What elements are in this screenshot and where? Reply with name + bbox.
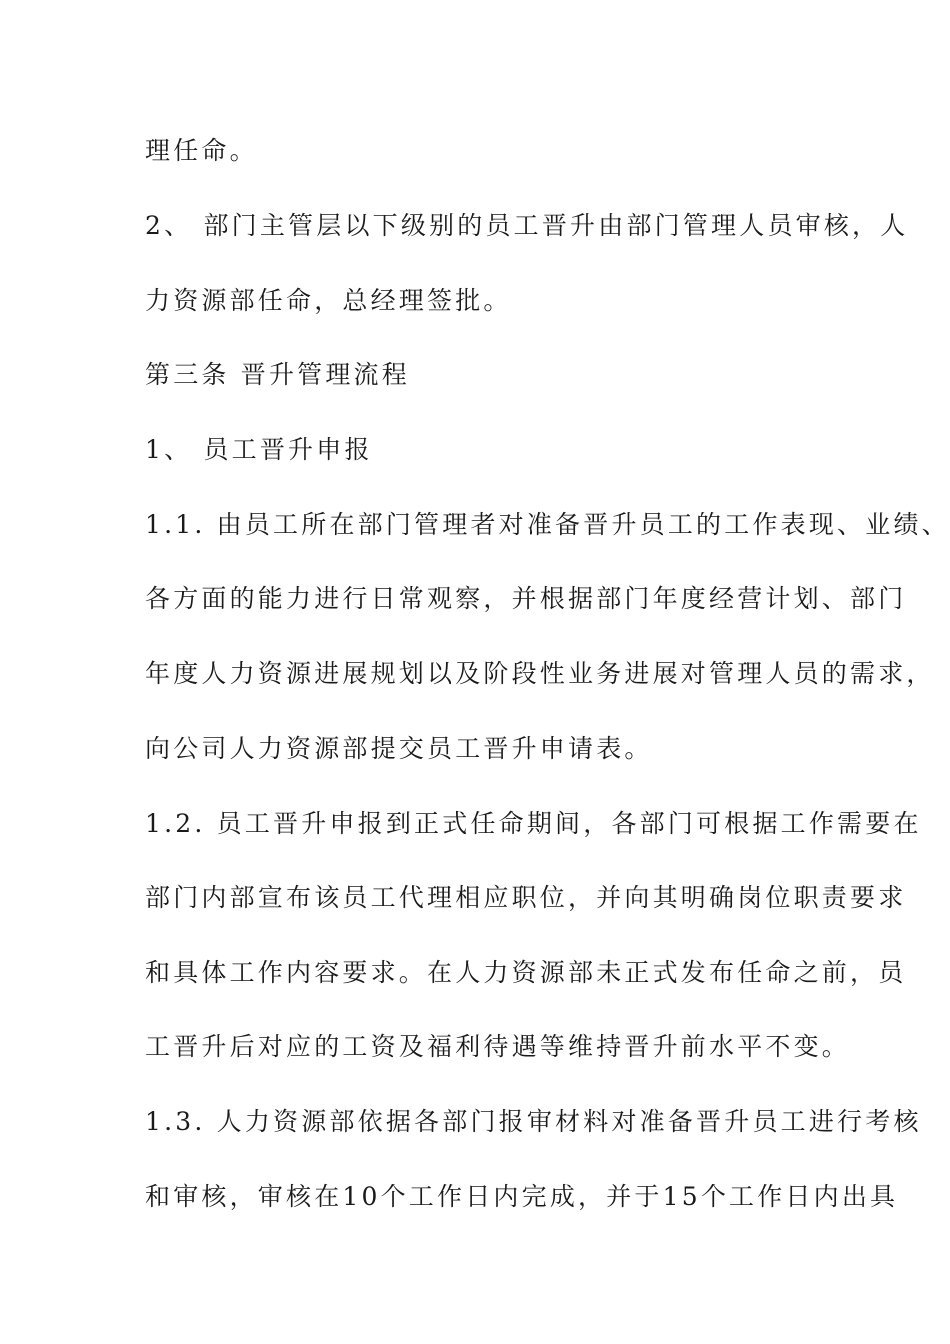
text-line: 部门内部宣布该员工代理相应职位，并向其明确岗位职责要求: [145, 883, 907, 912]
text-line: 向公司人力资源部提交员工晋升申请表。: [145, 734, 653, 763]
text-line: 2、 部门主管层以下级别的员工晋升由部门管理人员审核，人: [145, 211, 909, 240]
text-line: 1.3. 人力资源部依据各部门报审材料对准备晋升员工进行考核: [145, 1107, 922, 1136]
text-line: 和具体工作内容要求。在人力资源部未正式发布任命之前，员: [145, 958, 907, 987]
text-line: 各方面的能力进行日常观察，并根据部门年度经营计划、部门: [145, 584, 907, 613]
subsection-heading: 1、 员工晋升申报: [145, 435, 373, 464]
text-line: 工晋升后对应的工资及福利待遇等维持晋升前水平不变。: [145, 1032, 851, 1061]
text-line: 力资源部任命，总经理签批。: [145, 286, 512, 315]
section-heading: 第三条 晋升管理流程: [145, 360, 410, 389]
text-line: 理任命。: [145, 136, 258, 165]
text-line: 年度人力资源进展规划以及阶段性业务进展对管理人员的需求，: [145, 659, 935, 688]
text-line: 和审核，审核在10个工作日内完成，并于15个工作日内出具: [145, 1182, 899, 1211]
text-line: 1.1. 由员工所在部门管理者对准备晋升员工的工作表现、业绩、: [145, 510, 950, 539]
text-line: 1.2. 员工晋升申报到正式任命期间，各部门可根据工作需要在: [145, 809, 922, 838]
